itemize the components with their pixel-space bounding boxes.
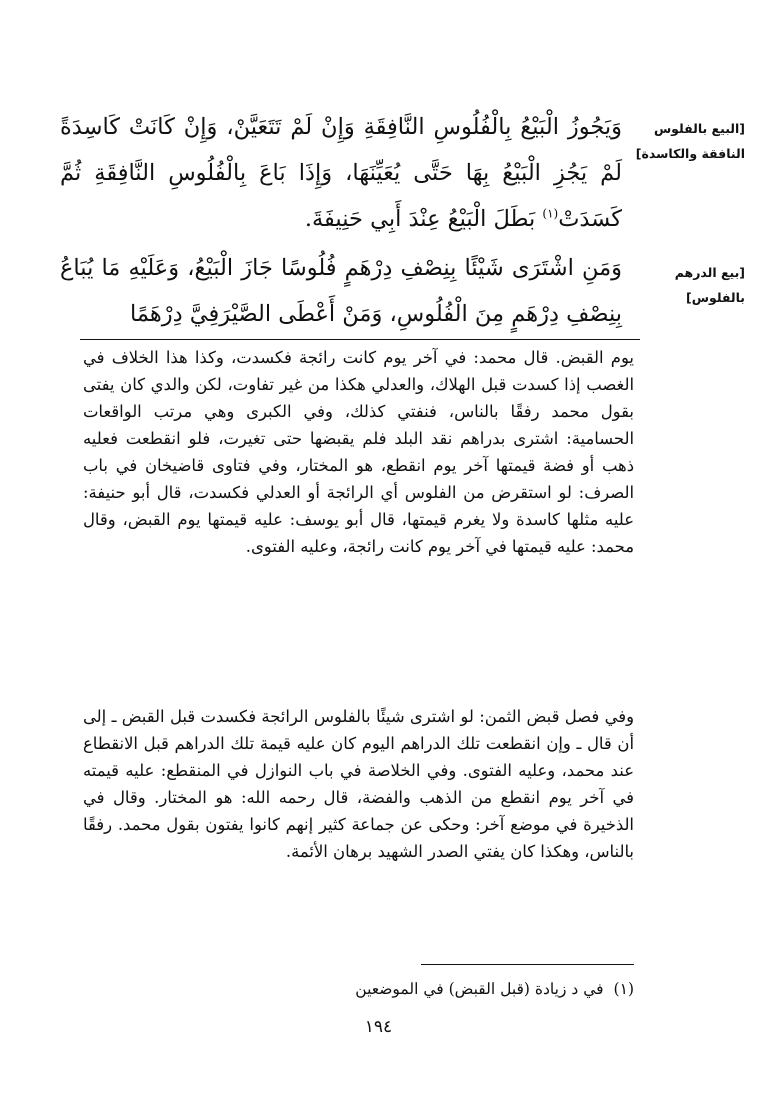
footnote-rule bbox=[421, 964, 634, 965]
footnote bbox=[83, 978, 634, 1000]
main-text-paragraph-2: وَمَنِ اشْتَرَى شَيْئًا بِنِصْفِ دِرْهَمٍ فُلُوسًا جَازَ الْبَيْعُ، وَعَلَيْهِ مَا يُبَاعُ بِنِصْفِ دِرْهَمٍ مِنَ الْفُلُوسِ، وَمَنْ أَعْطَى الصَّيْرَفِيَّ دِرْهَمًا bbox=[60, 255, 622, 327]
footnote-number: (١) bbox=[613, 980, 634, 998]
commentary-paragraph-1: يوم القبض. قال محمد: في آخر يوم كانت رائجة فكسدت، وكذا هذا الخلاف في الغصب إذا كسدت قبل الهلاك، والعدلي هكذا من غير تفاوت، لكن والدي كان يفتى بقول محمد رفقًا بالناس، فنفتي كذلك، وفي الكبرى وهي مرتب الواقعات الحسامية: اشترى بدراهم نقد البلد فلم يقبضها حتى تغيرت، فلو انقطعت فعليه ذهب أو فضة قيمتها آخر يوم انقطع، هو المختار، وفي فتاوى قاضيخان في باب الصرف: لو استقرض من الفلوس أي الرائجة أو العدلي فكسدت، قال أبو حنيفة: عليه مثلها كاسدة ولا يغرم قيمتها، قال أبو يوسف: عليه قيمتها يوم القبض، وقال محمد: عليه قيمتها في آخر يوم كانت رائجة، وعليه الفتوى. bbox=[83, 348, 634, 556]
footnote-reference: (١) bbox=[542, 206, 559, 221]
commentary-paragraph-2: وفي فصل قبض الثمن: لو اشترى شيئًا بالفلوس الرائجة فكسدت قبل القبض ـ إلى أن قال ـ وإن انقطعت تلك الدراهم اليوم كان عليه قيمة تلك الدراهم قبل الانقطاع عند محمد، وعليه الفتوى. وفي الخلاصة في باب النوازل في المنقطع: عليه قيمته في آخر يوم انقطع من الذهب والفضة، قال رحمه الله: هو المختار. وقال في الذخيرة في موضع آخر: وحكى عن جماعة كثير إنهم كانوا يفتون بقول محمد. رفقًا بالناس، وهكذا كان يفتي الصدر الشهيد برهان الأئمة. bbox=[83, 707, 634, 861]
margin-note-fulus-sale: [البيع بالفلوس النافقة والكاسدة] bbox=[635, 121, 745, 161]
margin-note-dirham-sale: [بيع الدرهم بالفلوس] bbox=[674, 265, 745, 305]
footnote-text: في د زيادة (قبل القبض) في الموضعين bbox=[355, 980, 604, 998]
main-text-part-b: بَطَلَ الْبَيْعُ عِنْدَ أَبِي حَنِيفَةَ. bbox=[304, 206, 543, 232]
separator-rule bbox=[80, 339, 640, 340]
main-text-paragraph-1 bbox=[60, 104, 622, 242]
page-number: ١٩٤ bbox=[364, 1017, 393, 1037]
main-text-part-a: وَيَجُوزُ الْبَيْعُ بِالْفُلُوسِ النَّافِقَةِ وَإِنْ لَمْ تَتَعَيَّنْ، وَإِنْ كَانَتْ كَاسِدَةً لَمْ يَجُزِ الْبَيْعُ بِهَا حَتَّى يُعَيِّنَهَا، وَإِذَا بَاعَ بِالْفُلُوسِ النَّافِقَةِ ثُمَّ كَسَدَتْ bbox=[60, 114, 622, 232]
